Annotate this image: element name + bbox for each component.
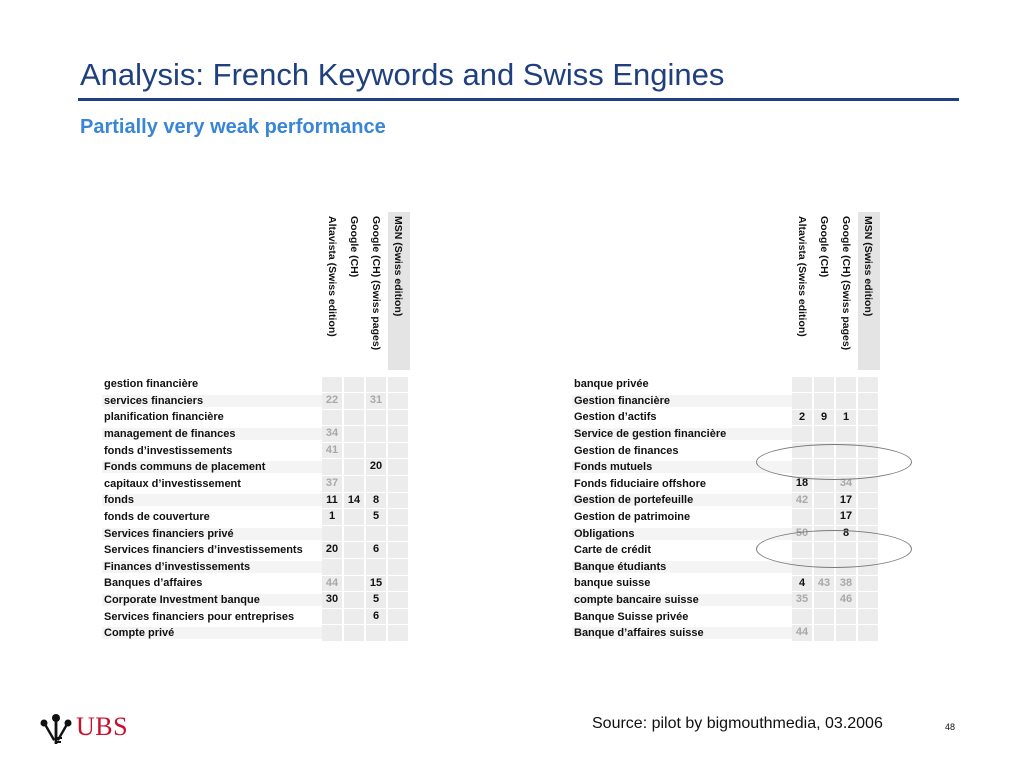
rank-cell bbox=[858, 410, 878, 426]
page-number: 48 bbox=[945, 722, 956, 732]
rank-cell: 35 bbox=[792, 592, 812, 608]
source-note: Source: pilot by bigmouthmedia, 03.2006 bbox=[592, 715, 883, 732]
keyword-label: banque suisse bbox=[572, 577, 792, 589]
rank-cell bbox=[322, 377, 342, 393]
header-altavista: Altavista (Swiss edition) bbox=[326, 216, 338, 337]
rank-cell: 17 bbox=[836, 509, 856, 525]
rank-cell bbox=[344, 509, 364, 525]
keyword-label: Fonds communs de placement bbox=[102, 461, 322, 473]
rank-cell bbox=[322, 559, 342, 575]
rank-cell bbox=[858, 592, 878, 608]
rank-cell bbox=[814, 625, 834, 641]
keyword-label: Service de gestion financière bbox=[572, 428, 792, 440]
rank-cell bbox=[388, 542, 408, 558]
rank-cell: 1 bbox=[322, 509, 342, 525]
rank-cell bbox=[858, 377, 878, 393]
rank-cell bbox=[858, 625, 878, 641]
table-row bbox=[102, 525, 410, 542]
keyword-label: Carte de crédit bbox=[572, 544, 792, 556]
rank-cell bbox=[344, 576, 364, 592]
rank-cell bbox=[388, 609, 408, 625]
keyword-label: Finances d’investissements bbox=[102, 561, 322, 573]
table-row bbox=[572, 509, 880, 526]
rank-cell bbox=[388, 410, 408, 426]
rank-cell: 31 bbox=[366, 393, 386, 409]
rank-cell bbox=[388, 393, 408, 409]
rank-cell bbox=[814, 493, 834, 509]
rank-cell: 20 bbox=[366, 459, 386, 475]
rank-cell bbox=[792, 377, 812, 393]
table-row bbox=[102, 426, 410, 443]
rank-cell bbox=[366, 410, 386, 426]
header-msn: MSN (Swiss edition) bbox=[388, 212, 410, 370]
rank-cell bbox=[344, 609, 364, 625]
rank-cell: 9 bbox=[814, 410, 834, 426]
rank-cell bbox=[792, 426, 812, 442]
rank-cell: 46 bbox=[836, 592, 856, 608]
keyword-label: fonds de couverture bbox=[102, 511, 322, 523]
rank-cell bbox=[388, 443, 408, 459]
rank-cell: 4 bbox=[792, 576, 812, 592]
keyword-label: Gestion de finances bbox=[572, 445, 792, 457]
rank-cell bbox=[814, 426, 834, 442]
rank-cell bbox=[366, 476, 386, 492]
rank-cell bbox=[388, 592, 408, 608]
rank-cell: 18 bbox=[792, 476, 812, 492]
rank-cell bbox=[344, 592, 364, 608]
rank-cell bbox=[858, 426, 878, 442]
table-row bbox=[102, 492, 410, 509]
keyword-label: management de finances bbox=[102, 428, 322, 440]
table-row bbox=[572, 409, 880, 426]
table-row bbox=[102, 509, 410, 526]
rank-cell: 44 bbox=[322, 576, 342, 592]
table-row bbox=[572, 393, 880, 410]
rank-cell: 37 bbox=[322, 476, 342, 492]
keyword-label: Corporate Investment banque bbox=[102, 594, 322, 606]
table-row bbox=[102, 376, 410, 393]
rank-cell: 11 bbox=[322, 493, 342, 509]
rank-cell: 22 bbox=[322, 393, 342, 409]
rank-cell: 2 bbox=[792, 410, 812, 426]
rank-cell: 6 bbox=[366, 609, 386, 625]
keyword-label: Banque d’affaires suisse bbox=[572, 627, 792, 639]
keyword-label: Services financiers d’investissements bbox=[102, 544, 322, 556]
rank-cell bbox=[836, 625, 856, 641]
table-row bbox=[572, 608, 880, 625]
table-row bbox=[102, 542, 410, 559]
rank-cell bbox=[836, 426, 856, 442]
rank-cell bbox=[858, 609, 878, 625]
header-google-ch-swiss: Google (CH) (Swiss pages) bbox=[370, 216, 382, 351]
rank-cell: 15 bbox=[366, 576, 386, 592]
table-row bbox=[572, 575, 880, 592]
table-row bbox=[572, 592, 880, 609]
rank-cell bbox=[388, 509, 408, 525]
table-row bbox=[102, 559, 410, 576]
rank-cell bbox=[388, 559, 408, 575]
rank-cell bbox=[814, 377, 834, 393]
table-row bbox=[102, 608, 410, 625]
keyword-label: services financiers bbox=[102, 395, 322, 407]
keyword-label: Gestion financière bbox=[572, 395, 792, 407]
keyword-label: gestion financière bbox=[102, 378, 322, 390]
rank-cell: 41 bbox=[322, 443, 342, 459]
keyword-label: Fonds fiduciaire offshore bbox=[572, 478, 792, 490]
rank-cell bbox=[344, 542, 364, 558]
keyword-label: Banque étudiants bbox=[572, 561, 792, 573]
right-table-rows bbox=[572, 376, 880, 642]
rank-cell bbox=[366, 526, 386, 542]
rank-cell bbox=[792, 393, 812, 409]
ubs-keys-logo-icon bbox=[36, 709, 76, 749]
rank-cell: 20 bbox=[322, 542, 342, 558]
rank-cell bbox=[344, 443, 364, 459]
highlight-ellipse bbox=[756, 530, 912, 568]
rank-cell bbox=[344, 625, 364, 641]
keyword-label: fonds bbox=[102, 494, 322, 506]
rank-cell bbox=[344, 476, 364, 492]
rank-cell: 14 bbox=[344, 493, 364, 509]
header-google-ch-swiss: Google (CH) (Swiss pages) bbox=[840, 216, 852, 351]
keyword-label: Compte privé bbox=[102, 627, 322, 639]
rank-cell bbox=[344, 410, 364, 426]
rank-cell bbox=[366, 559, 386, 575]
rank-cell bbox=[858, 576, 878, 592]
table-row bbox=[102, 476, 410, 493]
rank-cell bbox=[388, 377, 408, 393]
title-divider bbox=[78, 98, 959, 101]
table-row bbox=[102, 459, 410, 476]
table-row bbox=[102, 592, 410, 609]
rank-cell: 6 bbox=[366, 542, 386, 558]
rank-cell bbox=[388, 459, 408, 475]
keyword-label: capitaux d’investissement bbox=[102, 478, 322, 490]
rank-cell bbox=[344, 559, 364, 575]
header-msn: MSN (Swiss edition) bbox=[858, 212, 880, 370]
rank-cell bbox=[344, 393, 364, 409]
highlight-ellipse bbox=[756, 444, 912, 480]
rank-cell: 34 bbox=[322, 426, 342, 442]
rank-cell bbox=[388, 426, 408, 442]
rank-cell bbox=[858, 509, 878, 525]
rank-cell bbox=[388, 625, 408, 641]
keyword-label: Gestion de portefeuille bbox=[572, 494, 792, 506]
right-keyword-table bbox=[572, 212, 882, 642]
rank-cell bbox=[366, 426, 386, 442]
rank-cell bbox=[814, 609, 834, 625]
rank-cell bbox=[366, 443, 386, 459]
keyword-label: Services financiers privé bbox=[102, 528, 322, 540]
ubs-logo-text: UBS bbox=[76, 712, 129, 741]
keyword-label: compte bancaire suisse bbox=[572, 594, 792, 606]
rank-cell: 42 bbox=[792, 493, 812, 509]
rank-cell: 50 bbox=[792, 526, 812, 542]
table-row bbox=[572, 426, 880, 443]
rank-cell bbox=[388, 493, 408, 509]
rank-cell bbox=[366, 625, 386, 641]
table-row bbox=[102, 393, 410, 410]
keyword-label: fonds d’investissements bbox=[102, 445, 322, 457]
rank-cell bbox=[388, 576, 408, 592]
header-google-ch: Google (CH) bbox=[818, 216, 830, 278]
keyword-label: Banque Suisse privée bbox=[572, 611, 792, 623]
header-google-ch: Google (CH) bbox=[348, 216, 360, 278]
slide-title: Analysis: French Keywords and Swiss Engines bbox=[80, 57, 725, 92]
rank-cell bbox=[814, 592, 834, 608]
keyword-label: Gestion de patrimoine bbox=[572, 511, 792, 523]
rank-cell bbox=[344, 459, 364, 475]
rank-cell: 17 bbox=[836, 493, 856, 509]
keyword-label: Obligations bbox=[572, 528, 792, 540]
table-row bbox=[102, 575, 410, 592]
rank-cell bbox=[858, 493, 878, 509]
table-row bbox=[102, 442, 410, 459]
keyword-label: banque privée bbox=[572, 378, 792, 390]
rank-cell bbox=[836, 609, 856, 625]
rank-cell bbox=[366, 377, 386, 393]
rank-cell: 5 bbox=[366, 592, 386, 608]
rank-cell bbox=[792, 509, 812, 525]
rank-cell bbox=[836, 377, 856, 393]
keyword-label: planification financière bbox=[102, 411, 322, 423]
rank-cell bbox=[814, 509, 834, 525]
keyword-label: Gestion d’actifs bbox=[572, 411, 792, 423]
rank-cell bbox=[322, 410, 342, 426]
rank-cell bbox=[322, 625, 342, 641]
slide-subtitle: Partially very weak performance bbox=[80, 116, 386, 138]
keyword-label: Services financiers pour entreprises bbox=[102, 611, 322, 623]
rank-cell bbox=[814, 393, 834, 409]
rank-cell bbox=[344, 377, 364, 393]
table-row bbox=[572, 492, 880, 509]
left-keyword-table bbox=[102, 212, 412, 642]
rank-cell bbox=[322, 459, 342, 475]
rank-cell bbox=[322, 609, 342, 625]
rank-cell: 5 bbox=[366, 509, 386, 525]
rank-cell: 30 bbox=[322, 592, 342, 608]
rank-cell bbox=[388, 526, 408, 542]
rank-cell bbox=[858, 393, 878, 409]
rank-cell bbox=[792, 609, 812, 625]
table-row bbox=[572, 625, 880, 642]
rank-cell bbox=[322, 526, 342, 542]
header-altavista: Altavista (Swiss edition) bbox=[796, 216, 808, 337]
rank-cell bbox=[344, 526, 364, 542]
table-row bbox=[102, 409, 410, 426]
keyword-label: Banques d’affaires bbox=[102, 577, 322, 589]
rank-cell: 38 bbox=[836, 576, 856, 592]
rank-cell bbox=[836, 393, 856, 409]
rank-cell: 44 bbox=[792, 625, 812, 641]
rank-cell: 34 bbox=[836, 476, 856, 492]
rank-cell: 1 bbox=[836, 410, 856, 426]
rank-cell: 8 bbox=[836, 526, 856, 542]
rank-cell bbox=[344, 426, 364, 442]
rank-cell bbox=[388, 476, 408, 492]
left-table-rows bbox=[102, 376, 410, 642]
table-row bbox=[102, 625, 410, 642]
keyword-label: Fonds mutuels bbox=[572, 461, 792, 473]
table-row bbox=[572, 376, 880, 393]
rank-cell: 43 bbox=[814, 576, 834, 592]
rank-cell: 8 bbox=[366, 493, 386, 509]
